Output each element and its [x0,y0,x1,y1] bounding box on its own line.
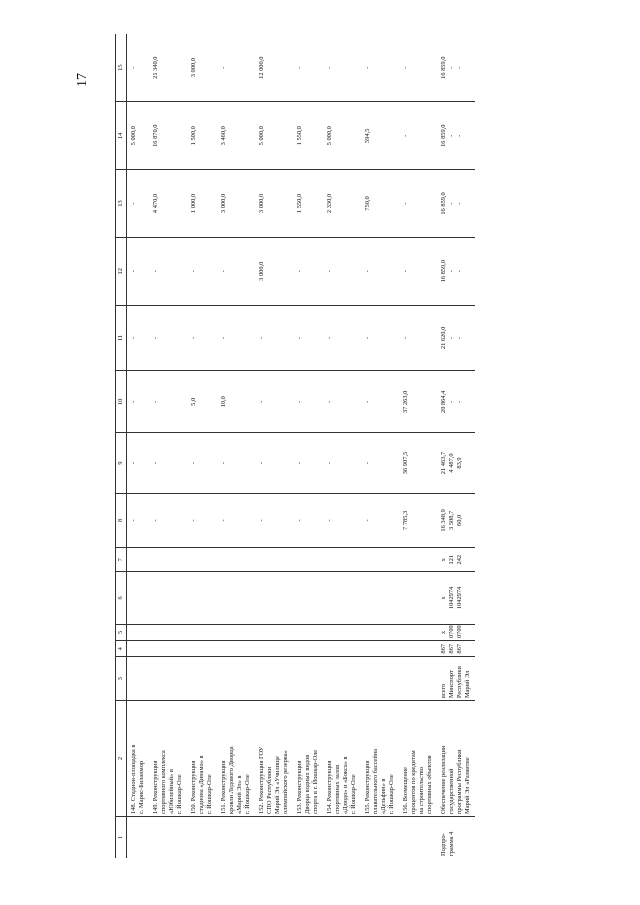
cell-c5 [127,624,150,640]
cell-c2-line: 149. Реконструкция [152,760,159,814]
cell-c2 [127,701,150,817]
cell-c13: 2 330,0 [323,170,361,238]
cell-c10-line: - [456,400,463,403]
cell-c3 [399,657,437,701]
cell-c7-line: 242 [456,554,463,565]
cell-c14-line: 16 859,0 [440,124,447,147]
cell-c3-line: всего [440,683,447,699]
cell-c15: 12 000,0 [255,34,293,102]
column-header-12: 12 [116,237,127,305]
cell-c10: 37 263,0 [399,371,437,433]
table-row [255,34,293,858]
cell-c8: - [361,493,399,548]
cell-c2 [399,701,437,817]
cell-c4-line: 867 [440,643,447,654]
cell-c2-line: «Юбилейный» в [168,769,175,814]
cell-c7-line: х [440,558,447,562]
cell-c3 [149,657,187,701]
column-header-8: 8 [116,493,127,548]
cell-c9: - [127,433,150,493]
cell-c12: - [293,237,323,305]
cell-c10-line: 20 864,4 [440,390,447,413]
cell-c9-line: 4 487,0 [448,453,455,473]
cell-c13: 4 470,0 [149,170,187,238]
cell-c5 [323,624,361,640]
cell-c12: - [323,237,361,305]
cell-c2-line: кровли Ледового Дворца [228,746,235,814]
cell-c14: 5 000,0 [323,102,361,170]
cell-c2 [323,701,361,817]
cell-c7-line: 121 [448,554,455,565]
cell-c14 [437,102,475,170]
cell-c11: - [149,305,187,371]
column-header-15: 15 [116,34,127,102]
cell-c10: - [361,371,399,433]
cell-c14: 5 000,0 [255,102,293,170]
cell-c3 [361,657,399,701]
cell-c5 [187,624,217,640]
column-header-13: 13 [116,170,127,238]
cell-c1 [127,816,150,858]
table-row [399,34,437,858]
cell-c14: 3 460,0 [217,102,255,170]
cell-c2-line: 156. Возмещение [402,766,409,814]
cell-c15-line: - [448,66,455,69]
cell-c9: - [361,433,399,493]
cell-c1 [361,816,399,858]
cell-c8: - [187,493,217,548]
cell-c11 [437,305,475,371]
cell-c7 [255,548,293,572]
cell-c14: - [399,102,437,170]
cell-c10: 10,0 [217,371,255,433]
cell-c1 [293,816,323,858]
cell-c8: - [255,493,293,548]
cell-c2-line: «Дельфин» в [380,778,387,814]
cell-c6 [217,572,255,624]
cell-c2-line: 155. Реконструкция [364,760,371,814]
cell-c13: 1 550,0 [293,170,323,238]
table-row [127,34,150,858]
cell-c2-line: «Марий Эл» в [236,775,243,814]
cell-c15-line: 16 859,0 [440,56,447,79]
cell-c2-line: 153. Реконструкция [296,760,303,814]
cell-c2 [255,701,293,817]
cell-c8: - [149,493,187,548]
cell-c15: - [217,34,255,102]
cell-c11-line: - [448,336,455,339]
cell-c4 [187,641,217,657]
cell-c13: 3 000,0 [255,170,293,238]
cell-c5 [437,624,475,640]
cell-c7 [323,548,361,572]
cell-c2-line: на строительство [418,767,425,814]
cell-c2 [437,701,475,817]
cell-c4 [127,641,150,657]
cell-c5 [149,624,187,640]
cell-c9: - [149,433,187,493]
cell-c2 [149,701,187,817]
cell-c2-line: стадиона «Динамо» в [198,755,205,814]
cell-c10: - [127,371,150,433]
cell-c1-line: грамма 4 [448,831,455,856]
cell-c12: - [127,237,150,305]
cell-c8 [437,493,475,548]
cell-c2-line: плавательного бассейна [372,748,379,814]
cell-c14: 16 870,0 [149,102,187,170]
column-header-9: 9 [116,433,127,493]
cell-c12 [437,237,475,305]
cell-c2-line: с. Марис-Биланмор [138,760,145,814]
cell-c3 [437,657,475,701]
cell-c8: - [323,493,361,548]
cell-c7 [187,548,217,572]
cell-c7 [293,548,323,572]
table-body [127,34,476,858]
cell-c4 [361,641,399,657]
cell-c9: - [323,433,361,493]
cell-c7 [127,548,150,572]
cell-c9-line: 21 463,7 [440,451,447,475]
cell-c2-line: спорта в г. Йошкар-Оле [312,749,319,814]
cell-c2-line: г. Йошкар-Оле [206,774,213,814]
cell-c10: - [255,371,293,433]
cell-c5 [255,624,293,640]
column-header-14: 14 [116,102,127,170]
cell-c3-line: Минспорт [448,670,455,699]
cell-c15: - [323,34,361,102]
cell-c11-line: - [456,336,463,339]
cell-c11-line: 21 620,0 [440,326,447,350]
cell-c4-line: 867 [456,643,463,654]
cell-c3-line: Марий Эл [464,670,471,699]
cell-c2-line: Обеспечение реализации [440,745,447,814]
cell-c2-line: процентов по кредитам [410,750,417,814]
cell-c8: 7 785,3 [399,493,437,548]
cell-c15: 3 000,0 [187,34,217,102]
cell-c11: - [127,305,150,371]
cell-c2-line: олимпийского резерва» [282,750,289,814]
cell-c2-line: г. Йошкар-Оле [350,774,357,814]
cell-c1-line: Подпро- [440,833,447,856]
column-header-5: 5 [116,624,127,640]
cell-c8: - [127,493,150,548]
cell-c4 [323,641,361,657]
cell-c12: - [149,237,187,305]
cell-c7 [149,548,187,572]
cell-c14: 594,5 [361,102,399,170]
column-header-4: 4 [116,641,127,657]
cell-c13: - [399,170,437,238]
table-row [217,34,255,858]
cell-c10 [437,371,475,433]
cell-c15 [437,34,475,102]
cell-c1 [187,816,217,858]
cell-c2-line: Марий Эл «Училище [274,756,281,814]
cell-c7 [361,548,399,572]
cell-c2-line: 152. Реконструкция ГОУ [258,746,265,814]
cell-c14: 5 000,0 [127,102,150,170]
cell-c2-line: спортивных объектов [426,755,433,814]
cell-c15: - [293,34,323,102]
cell-c3 [323,657,361,701]
cell-c2-line: 148. Стадион-площадка в [130,744,137,814]
cell-c7 [217,548,255,572]
cell-c15: 21 340,0 [149,34,187,102]
cell-c6 [127,572,150,624]
table-row [149,34,187,858]
cell-c6 [323,572,361,624]
page-number: 17 [75,73,90,87]
cell-c2-line: программы Республики [456,749,463,814]
cell-c3-line: Республики [456,666,463,699]
cell-c4 [437,641,475,657]
cell-c10-line: - [448,400,455,403]
cell-c2-line: 150. Реконструкция [190,760,197,814]
cell-c8-line: 16 348,9 [440,509,447,532]
cell-c3 [255,657,293,701]
cell-c2-line: Марий Эл «Развитие [464,757,471,814]
cell-c11: - [187,305,217,371]
column-header-1: 1 [116,816,127,858]
cell-c6-line: 1042974 [456,586,463,610]
cell-c10: - [293,371,323,433]
cell-c2-line: г. Йошкар-Оле [176,774,183,814]
cell-c8-line: 3 508,7 [448,510,455,530]
cell-c1 [217,816,255,858]
cell-c14: 1 550,0 [293,102,323,170]
column-number-row [116,34,127,858]
cell-c12: - [399,237,437,305]
cell-c10: 5,0 [187,371,217,433]
cell-c11: - [399,305,437,371]
cell-c9: - [293,433,323,493]
cell-c11: - [293,305,323,371]
cell-c5 [361,624,399,640]
cell-c6 [149,572,187,624]
cell-c1 [255,816,293,858]
cell-c5-line: 0709 [456,625,463,639]
cell-c6 [361,572,399,624]
cell-c10: - [149,371,187,433]
cell-c2-line: г. Йошкар-Оле [244,774,251,814]
cell-c12-line: 16 859,0 [440,260,447,283]
column-header-7: 7 [116,548,127,572]
cell-c6-line: 1042974 [448,586,455,610]
cell-c6 [255,572,293,624]
cell-c4 [293,641,323,657]
cell-c13-line: - [448,202,455,205]
cell-c14-line: - [448,134,455,137]
cell-c5-line: х [440,630,447,634]
cell-c9: 36 907,5 [399,433,437,493]
rotated-table-container [115,34,527,858]
cell-c7 [399,548,437,572]
cell-c13: 1 000,0 [187,170,217,238]
cell-c11: - [255,305,293,371]
cell-c4 [149,641,187,657]
cell-c2-line: «Дзюдо» и «Бокса» в [342,756,349,814]
cell-c14: 1 500,0 [187,102,217,170]
cell-c1 [149,816,187,858]
cell-c5 [293,624,323,640]
cell-c12: - [187,237,217,305]
cell-c11: - [361,305,399,371]
column-header-10: 10 [116,371,127,433]
table-row [323,34,361,858]
column-header-11: 11 [116,305,127,371]
cell-c5-line: 0709 [448,625,455,639]
cell-c3 [217,657,255,701]
cell-c9 [437,433,475,493]
cell-c1 [399,816,437,858]
cell-c3 [187,657,217,701]
cell-c2-line: 151. Реконструкция [220,760,227,814]
cell-c9: - [217,433,255,493]
cell-c9: - [187,433,217,493]
cell-c11: - [323,305,361,371]
cell-c11: - [217,305,255,371]
column-header-2: 2 [116,701,127,817]
cell-c9: - [255,433,293,493]
cell-c12: - [361,237,399,305]
cell-c15: - [399,34,437,102]
column-header-6: 6 [116,572,127,624]
cell-c4 [255,641,293,657]
budget-table [115,34,475,858]
cell-c5 [217,624,255,640]
cell-c4 [399,641,437,657]
cell-c6 [399,572,437,624]
cell-c10: - [323,371,361,433]
cell-c2 [293,701,323,817]
cell-c8-line: 60,0 [456,514,463,526]
cell-c3 [293,657,323,701]
cell-c2 [187,701,217,817]
cell-c12: - [217,237,255,305]
cell-c2-line: Дворца водных видов [304,754,311,814]
cell-c13 [437,170,475,238]
cell-c6 [187,572,217,624]
cell-c3 [127,657,150,701]
cell-c6-line: х [440,596,447,600]
cell-c4 [217,641,255,657]
cell-c2-line: спортивного комплекса [160,750,167,814]
cell-c1 [437,816,475,858]
cell-c2-line: государственной [448,768,455,814]
cell-c4-line: 867 [448,643,455,654]
table-row [361,34,399,858]
cell-c8: - [293,493,323,548]
cell-c5 [399,624,437,640]
cell-c15: - [127,34,150,102]
cell-c1 [323,816,361,858]
cell-c6 [293,572,323,624]
cell-c6 [437,572,475,624]
cell-c7 [437,548,475,572]
cell-c2-line: г. Йошкар-Оле [388,774,395,814]
table-row [293,34,323,858]
cell-c12-line: - [448,270,455,273]
column-header-3: 3 [116,657,127,701]
cell-c9-line: 83,9 [456,457,463,469]
table-row [187,34,217,858]
table-row-subprogram-4 [437,34,475,858]
cell-c8: - [217,493,255,548]
cell-c12: 3 000,0 [255,237,293,305]
cell-c13-line: - [456,202,463,205]
cell-c15: - [361,34,399,102]
cell-c2 [361,701,399,817]
cell-c2-line: СПО Республики [266,766,273,814]
cell-c12-line: - [456,270,463,273]
cell-c2-line: 154. Реконструкция [326,760,333,814]
cell-c13: 750,0 [361,170,399,238]
cell-c13: - [127,170,150,238]
cell-c13-line: 16 859,0 [440,192,447,215]
cell-c15-line: - [456,66,463,69]
cell-c13: 3 000,0 [217,170,255,238]
cell-c14-line: - [456,134,463,137]
cell-c2-line: спортивных залов [334,764,341,814]
cell-c2 [217,701,255,817]
